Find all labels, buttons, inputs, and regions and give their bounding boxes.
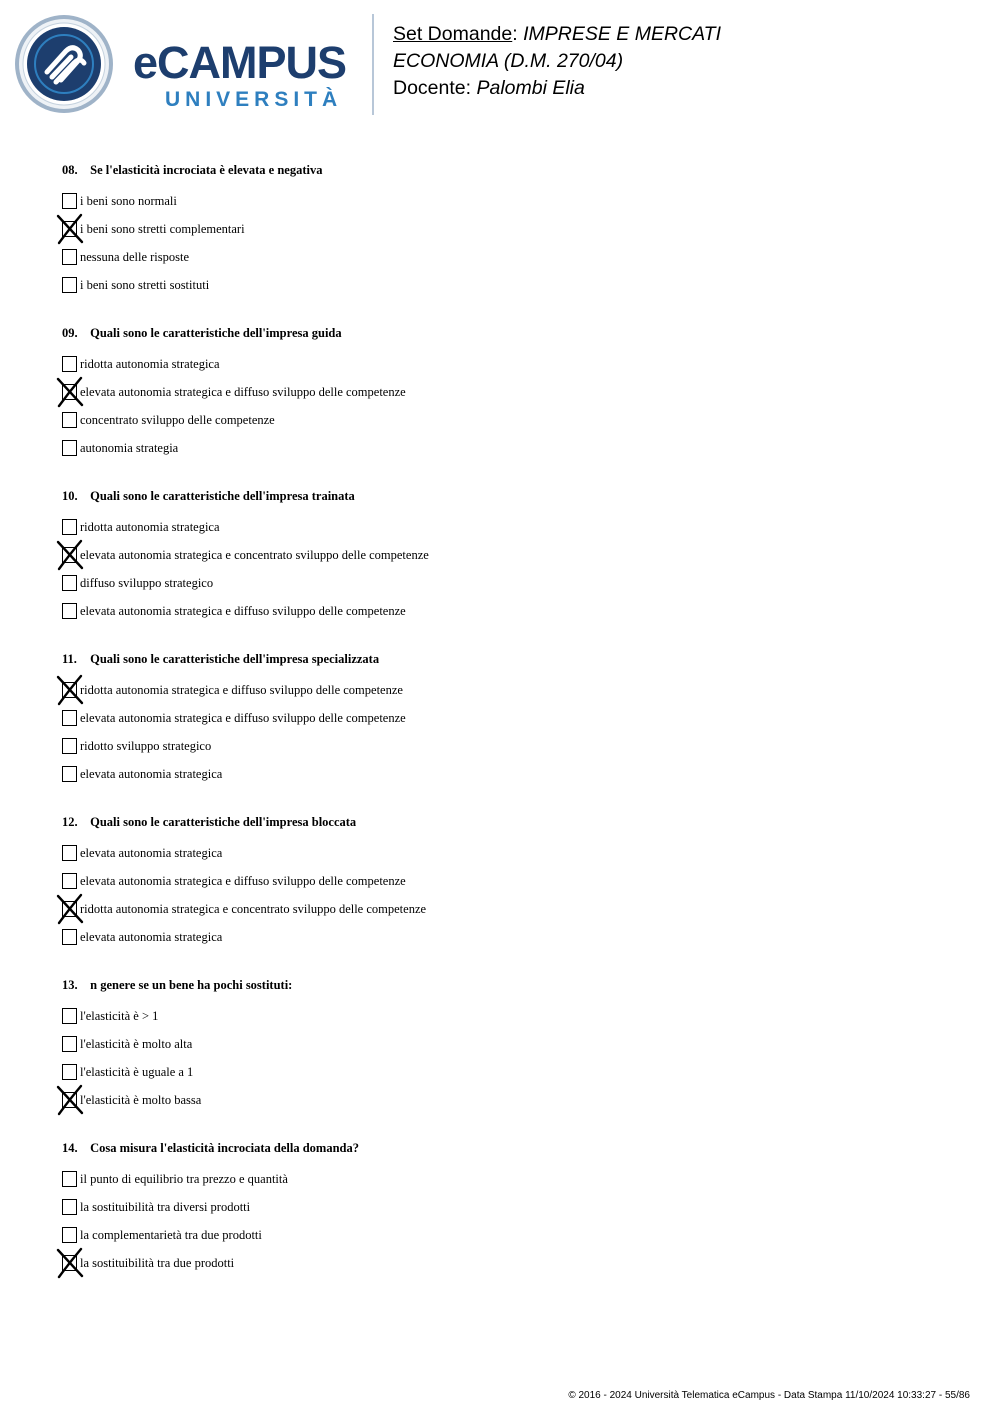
brand-subtitle: UNIVERSITÀ <box>165 88 343 111</box>
option-text: l'elasticità è molto alta <box>80 1037 193 1051</box>
brand-name: eCAMPUS <box>133 37 347 88</box>
option-text: ridotta autonomia strategica <box>80 520 220 534</box>
option-text: diffuso sviluppo strategico <box>80 576 214 590</box>
checkbox[interactable] <box>62 710 77 726</box>
question <box>62 650 962 788</box>
checkbox[interactable] <box>62 682 77 698</box>
page-footer: © 2016 - 2024 Università Telematica eCampus - Data Stampa 11/10/2024 10:33:27 - 55/86 <box>568 1390 970 1401</box>
question <box>62 487 962 625</box>
check-x-mark-icon <box>56 894 84 924</box>
check-x-mark-icon <box>56 377 84 407</box>
check-x-mark-icon <box>56 540 84 570</box>
option-text: autonomia strategia <box>80 441 179 455</box>
checkbox[interactable] <box>62 412 77 428</box>
option-text: elevata autonomia strategica e concentrato sviluppo delle competenze <box>80 548 429 562</box>
set-line <box>393 21 721 48</box>
answer-option[interactable] <box>62 378 962 406</box>
check-x-mark-icon <box>56 1085 84 1115</box>
set-title-line2-row <box>393 48 721 75</box>
answer-option[interactable] <box>62 187 962 215</box>
set-separator: : <box>512 23 524 45</box>
set-label: Set Domande <box>393 23 513 45</box>
checkbox[interactable] <box>62 249 77 265</box>
checkbox[interactable] <box>62 440 77 456</box>
answer-option[interactable] <box>62 676 962 704</box>
question <box>62 161 962 299</box>
answer-option[interactable] <box>62 271 962 299</box>
checkbox[interactable] <box>62 845 77 861</box>
question-number: 13. <box>62 978 78 992</box>
question <box>62 1139 962 1277</box>
option-text: i beni sono stretti sostituti <box>80 278 210 292</box>
question-text: n genere se un bene ha pochi sostituti: <box>90 978 293 992</box>
checkbox[interactable] <box>62 1008 77 1024</box>
option-text: i beni sono normali <box>80 194 177 208</box>
answer-option[interactable] <box>62 1249 962 1277</box>
answer-option[interactable] <box>62 1030 962 1058</box>
question-text: Cosa misura l'elasticità incrociata della domanda? <box>90 1141 359 1155</box>
checkbox[interactable] <box>62 547 77 563</box>
checkbox[interactable] <box>62 277 77 293</box>
checkbox[interactable] <box>62 356 77 372</box>
option-text: l'elasticità è > 1 <box>80 1009 159 1023</box>
docente-name: Palombi Elia <box>476 77 585 99</box>
option-text: ridotta autonomia strategica <box>80 357 220 371</box>
answer-option[interactable] <box>62 597 962 625</box>
question-number: 09. <box>62 326 78 340</box>
answer-option[interactable] <box>62 1086 962 1114</box>
question-number: 12. <box>62 815 78 829</box>
answer-option[interactable] <box>62 1221 962 1249</box>
question-title <box>62 650 962 669</box>
answer-option[interactable] <box>62 1193 962 1221</box>
checkbox[interactable] <box>62 1199 77 1215</box>
answer-option[interactable] <box>62 732 962 760</box>
question-text: Quali sono le caratteristiche dell'impresa specializzata <box>90 652 380 666</box>
checkbox[interactable] <box>62 384 77 400</box>
set-title-line1: IMPRESE E MERCATI <box>523 23 722 45</box>
option-text: elevata autonomia strategica e diffuso sviluppo delle competenze <box>80 874 406 888</box>
checkbox[interactable] <box>62 738 77 754</box>
question-number: 08. <box>62 163 78 177</box>
option-text: l'elasticità è uguale a 1 <box>80 1065 194 1079</box>
checkbox[interactable] <box>62 901 77 917</box>
checkbox[interactable] <box>62 929 77 945</box>
question-title <box>62 161 962 180</box>
brand-wordmark <box>133 37 347 112</box>
answer-option[interactable] <box>62 1058 962 1086</box>
question <box>62 813 962 951</box>
question-title <box>62 813 962 832</box>
question-text: Quali sono le caratteristiche dell'impresa trainata <box>90 489 355 503</box>
checkbox[interactable] <box>62 1171 77 1187</box>
answer-option[interactable] <box>62 513 962 541</box>
question-title <box>62 1139 962 1158</box>
answer-option[interactable] <box>62 895 962 923</box>
answer-option[interactable] <box>62 760 962 788</box>
ecampus-seal-logo <box>14 14 114 114</box>
question-number: 11. <box>62 652 77 666</box>
checkbox[interactable] <box>62 1092 77 1108</box>
answer-option[interactable] <box>62 541 962 569</box>
question-text: Se l'elasticità incrociata è elevata e negativa <box>90 163 323 177</box>
question-number: 10. <box>62 489 78 503</box>
question-title <box>62 976 962 995</box>
answer-option[interactable] <box>62 350 962 378</box>
checkbox[interactable] <box>62 1036 77 1052</box>
checkbox[interactable] <box>62 603 77 619</box>
docente-line <box>393 75 721 102</box>
checkbox[interactable] <box>62 1227 77 1243</box>
option-text: concentrato sviluppo delle competenze <box>80 413 275 427</box>
answer-option[interactable] <box>62 406 962 434</box>
question-number: 14. <box>62 1141 78 1155</box>
answer-option[interactable] <box>62 867 962 895</box>
option-text: elevata autonomia strategica e diffuso sviluppo delle competenze <box>80 711 406 725</box>
check-x-mark-icon <box>56 214 84 244</box>
option-text: l'elasticità è molto bassa <box>80 1093 202 1107</box>
answer-option[interactable] <box>62 1165 962 1193</box>
option-text: elevata autonomia strategica e diffuso sviluppo delle competenze <box>80 604 406 618</box>
option-text: i beni sono stretti complementari <box>80 222 245 236</box>
answer-option[interactable] <box>62 243 962 271</box>
answer-option[interactable] <box>62 704 962 732</box>
answer-option[interactable] <box>62 1002 962 1030</box>
option-text: il punto di equilibrio tra prezzo e quantità <box>80 1172 288 1186</box>
checkbox[interactable] <box>62 193 77 209</box>
question-list <box>62 161 962 1302</box>
question-text: Quali sono le caratteristiche dell'impresa guida <box>90 326 342 340</box>
check-x-mark-icon <box>56 1248 84 1278</box>
docente-label: Docente: <box>393 77 477 99</box>
answer-option[interactable] <box>62 434 962 462</box>
option-text: ridotto sviluppo strategico <box>80 739 212 753</box>
question <box>62 976 962 1114</box>
checkbox[interactable] <box>62 575 77 591</box>
question-text: Quali sono le caratteristiche dell'impresa bloccata <box>90 815 357 829</box>
checkbox[interactable] <box>62 221 77 237</box>
option-text: ridotta autonomia strategica e diffuso sviluppo delle competenze <box>80 683 403 697</box>
header-divider <box>372 14 374 115</box>
answer-option[interactable] <box>62 923 962 951</box>
question-title <box>62 487 962 506</box>
option-text: nessuna delle risposte <box>80 250 190 264</box>
header-info <box>393 21 721 102</box>
answer-option[interactable] <box>62 569 962 597</box>
option-text: la sostituibilità tra diversi prodotti <box>80 1200 251 1214</box>
question <box>62 324 962 462</box>
option-text: la complementarietà tra due prodotti <box>80 1228 262 1242</box>
option-text: elevata autonomia strategica <box>80 767 223 781</box>
checkbox[interactable] <box>62 1255 77 1271</box>
option-text: la sostituibilità tra due prodotti <box>80 1256 235 1270</box>
check-x-mark-icon <box>56 675 84 705</box>
checkbox[interactable] <box>62 766 77 782</box>
option-text: elevata autonomia strategica <box>80 846 223 860</box>
question-title <box>62 324 962 343</box>
checkbox[interactable] <box>62 519 77 535</box>
checkbox[interactable] <box>62 873 77 889</box>
checkbox[interactable] <box>62 1064 77 1080</box>
option-text: elevata autonomia strategica e diffuso sviluppo delle competenze <box>80 385 406 399</box>
option-text: elevata autonomia strategica <box>80 930 223 944</box>
answer-option[interactable] <box>62 839 962 867</box>
option-text: ridotta autonomia strategica e concentrato sviluppo delle competenze <box>80 902 427 916</box>
set-title-line2: ECONOMIA (D.M. 270/04) <box>393 50 624 72</box>
answer-option[interactable] <box>62 215 962 243</box>
